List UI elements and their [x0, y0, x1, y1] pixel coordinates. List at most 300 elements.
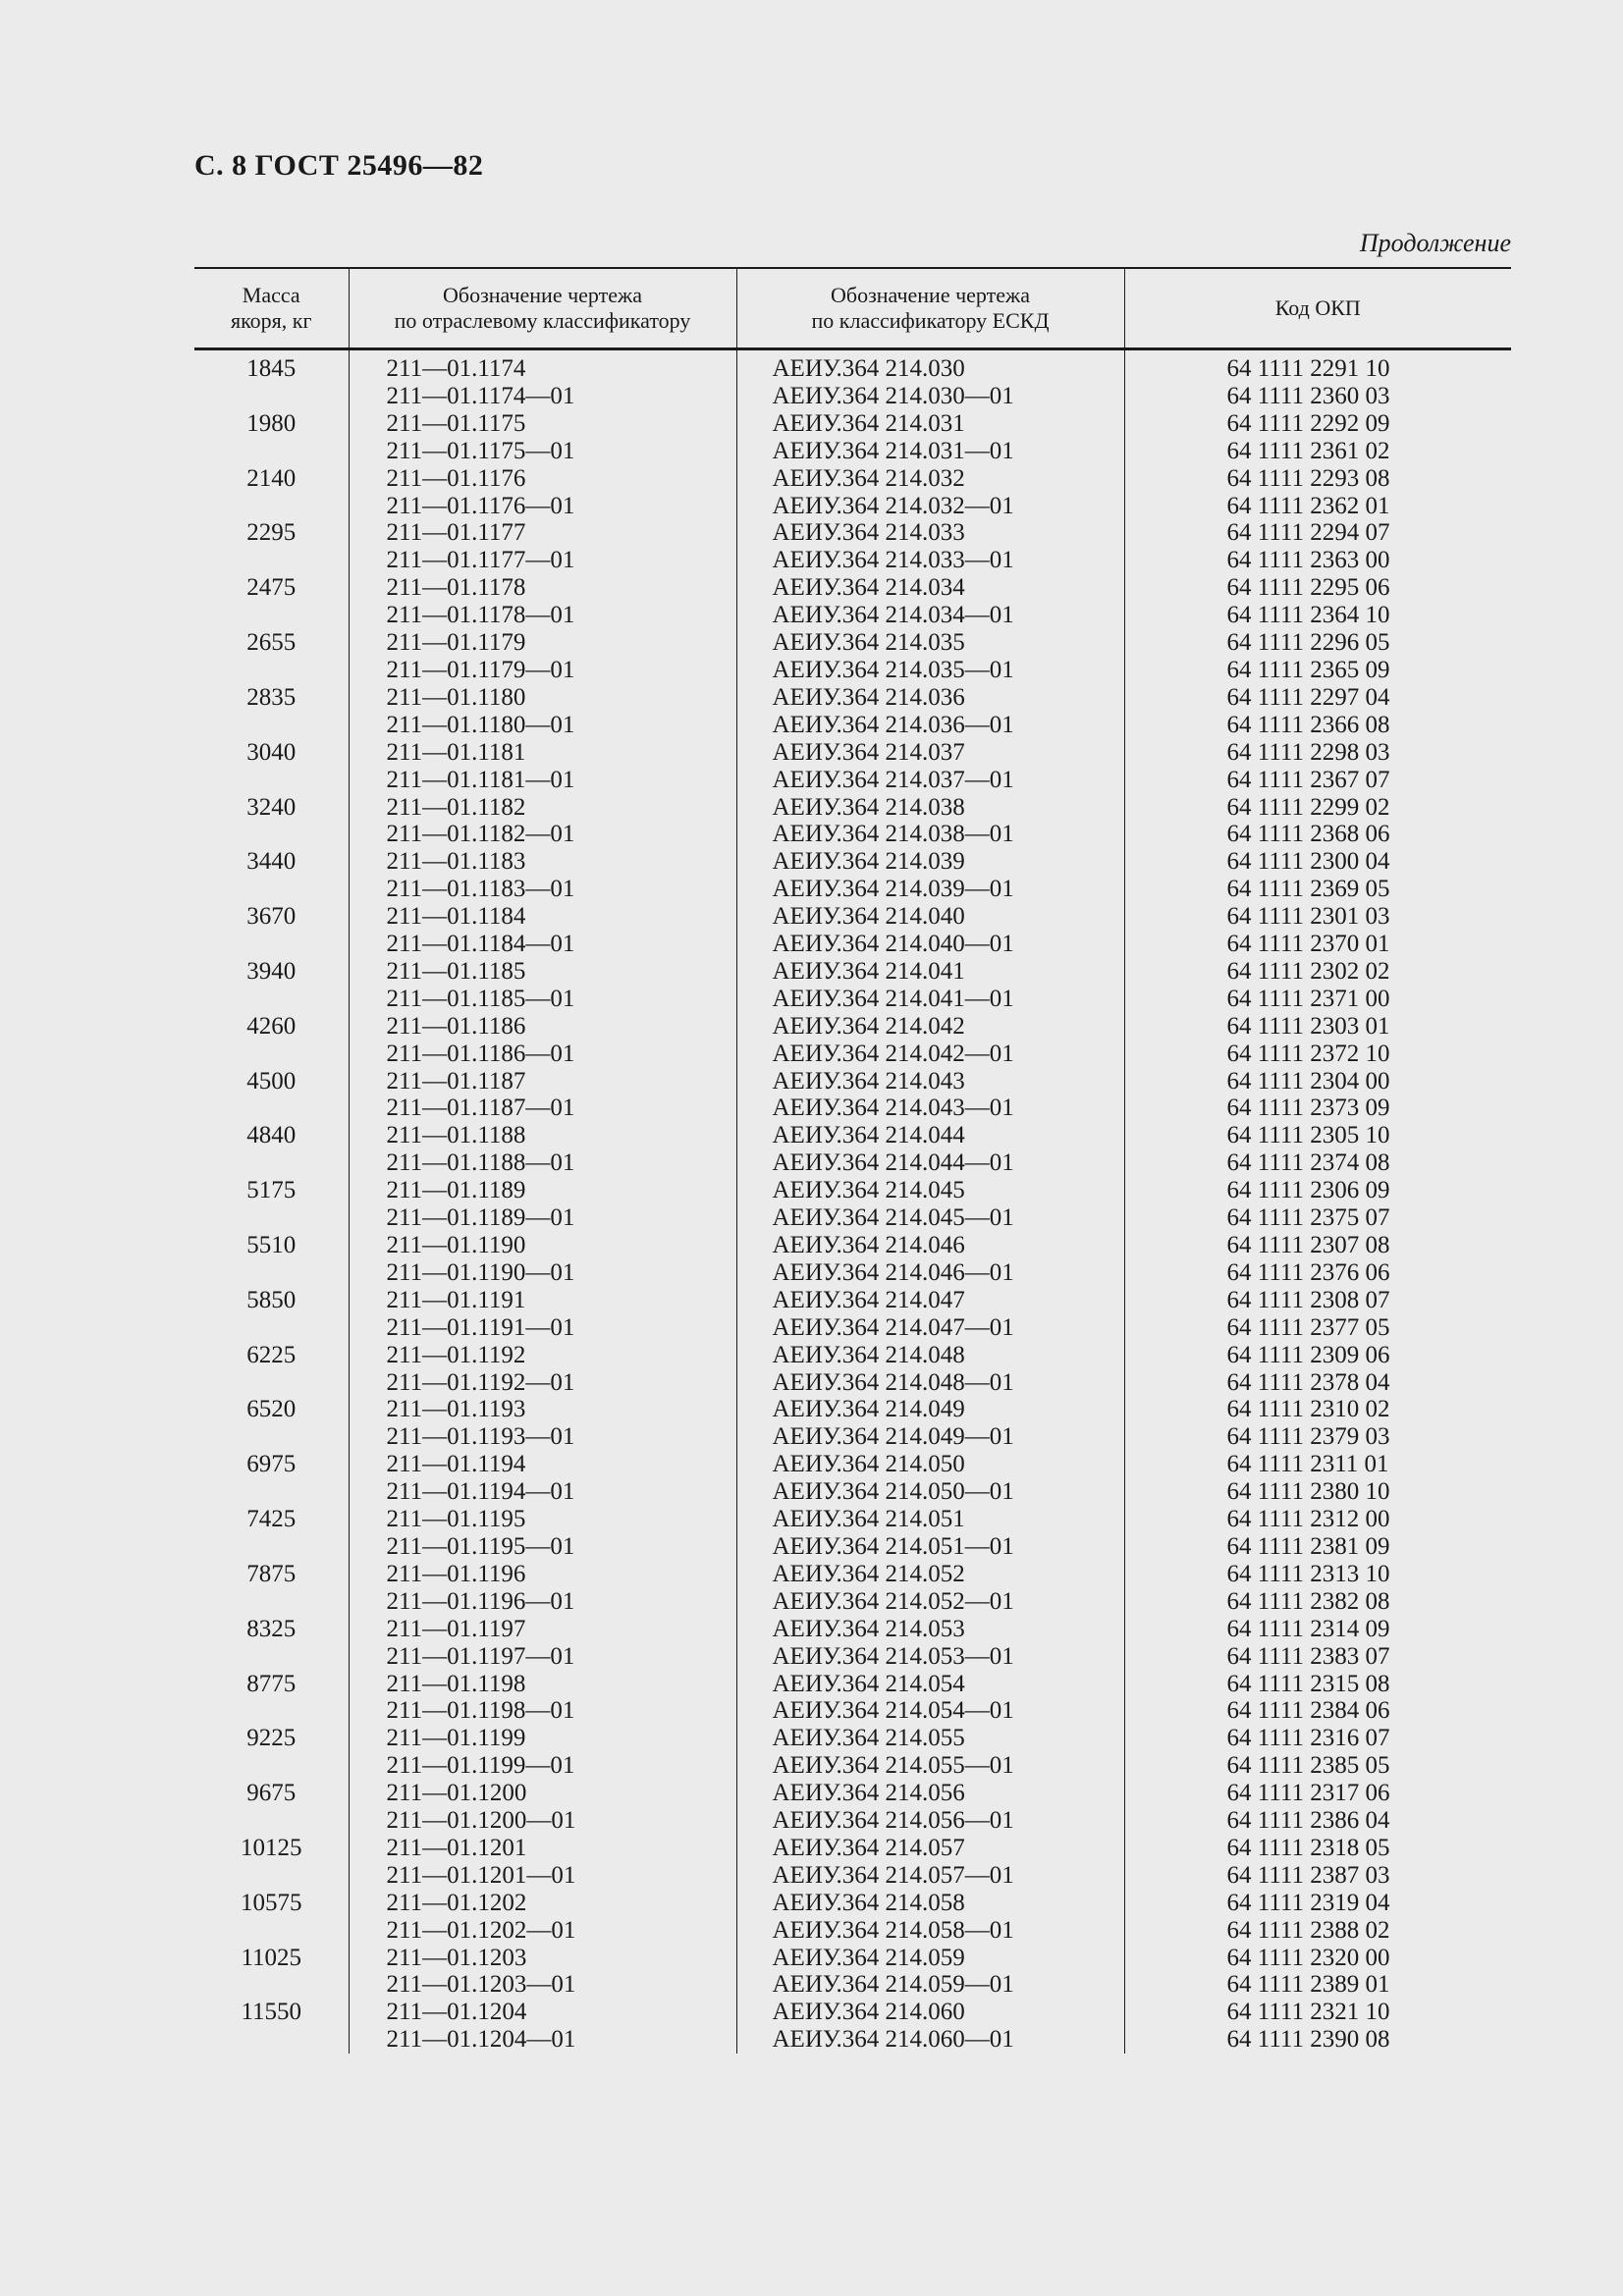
table-body: [194, 349, 1511, 2055]
cell-okp-code: 64 1111 2299 02: [1124, 794, 1511, 822]
table-row: [194, 1259, 1511, 1287]
cell-okp-code: 64 1111 2300 04: [1124, 848, 1511, 876]
cell-industry-drawing: 211—01.1199—01: [349, 1752, 736, 1780]
table-row: [194, 1506, 1511, 1533]
table-row: [194, 1890, 1511, 1917]
cell-okp-code: 64 1111 2377 05: [1124, 1314, 1511, 1342]
cell-okp-code: 64 1111 2383 07: [1124, 1643, 1511, 1671]
table-row: [194, 1369, 1511, 1397]
cell-eskd-drawing: АЕИУ.364 214.058—01: [736, 1917, 1124, 1945]
cell-anchor-mass: [194, 383, 349, 410]
header-line: Код ОКП: [1274, 295, 1361, 320]
table-row: [194, 2026, 1511, 2054]
cell-anchor-mass: [194, 1259, 349, 1287]
cell-okp-code: 64 1111 2314 09: [1124, 1616, 1511, 1643]
table-row: [194, 1807, 1511, 1835]
header-line: Обозначение чертежа: [831, 283, 1030, 307]
cell-industry-drawing: 211—01.1189: [349, 1177, 736, 1204]
cell-anchor-mass: 3240: [246, 793, 297, 821]
cell-eskd-drawing: АЕИУ.364 214.035—01: [736, 657, 1124, 684]
cell-eskd-drawing: АЕИУ.364 214.056: [736, 1780, 1124, 1807]
cell-okp-code: 64 1111 2360 03: [1124, 383, 1511, 410]
cell-anchor-mass: 2140: [246, 464, 297, 492]
cell-anchor-mass: [194, 876, 349, 903]
cell-anchor-mass: [194, 986, 349, 1013]
table-row: [194, 1780, 1511, 1807]
cell-eskd-drawing: АЕИУ.364 214.046: [736, 1232, 1124, 1259]
cell-industry-drawing: 211—01.1186—01: [349, 1041, 736, 1068]
cell-okp-code: 64 1111 2363 00: [1124, 547, 1511, 574]
cell-okp-code: 64 1111 2315 08: [1124, 1671, 1511, 1698]
cell-industry-drawing: 211—01.1188—01: [349, 1149, 736, 1177]
cell-anchor-mass: [194, 712, 349, 739]
table-row: [194, 349, 1511, 383]
cell-industry-drawing: 211—01.1191: [349, 1287, 736, 1314]
cell-industry-drawing: 211—01.1200—01: [349, 1807, 736, 1835]
table-row: [194, 876, 1511, 903]
cell-industry-drawing: 211—01.1183: [349, 848, 736, 876]
cell-industry-drawing: 211—01.1201—01: [349, 1862, 736, 1890]
cell-industry-drawing: 211—01.1192: [349, 1342, 736, 1369]
cell-anchor-mass: [194, 1917, 349, 1945]
cell-industry-drawing: 211—01.1182—01: [349, 821, 736, 848]
cell-okp-code: 64 1111 2301 03: [1124, 903, 1511, 931]
cell-industry-drawing: 211—01.1202—01: [349, 1917, 736, 1945]
table-row: [194, 848, 1511, 876]
cell-eskd-drawing: АЕИУ.364 214.040: [736, 903, 1124, 931]
table-row: [194, 1945, 1511, 1972]
cell-industry-drawing: 211—01.1178: [349, 574, 736, 602]
table-row: [194, 1396, 1511, 1423]
cell-eskd-drawing: АЕИУ.364 214.038: [736, 794, 1124, 822]
cell-anchor-mass: 5850: [246, 1286, 297, 1313]
cell-eskd-drawing: АЕИУ.364 214.057: [736, 1835, 1124, 1862]
cell-industry-drawing: 211—01.1193—01: [349, 1423, 736, 1451]
cell-anchor-mass: 7425: [246, 1506, 297, 1533]
cell-okp-code: 64 1111 2320 00: [1124, 1945, 1511, 1972]
table-row: [194, 986, 1511, 1013]
table-row: [194, 1314, 1511, 1342]
cell-industry-drawing: 211—01.1190—01: [349, 1259, 736, 1287]
table-row: [194, 1643, 1511, 1671]
cell-eskd-drawing: АЕИУ.364 214.060: [736, 1999, 1124, 2026]
header-anchor-mass: [194, 268, 349, 349]
table-row: [194, 1342, 1511, 1369]
cell-industry-drawing: 211—01.1174—01: [349, 383, 736, 410]
cell-okp-code: 64 1111 2311 01: [1124, 1451, 1511, 1478]
cell-anchor-mass: 8325: [246, 1615, 297, 1642]
cell-eskd-drawing: АЕИУ.364 214.041—01: [736, 986, 1124, 1013]
cell-eskd-drawing: АЕИУ.364 214.052: [736, 1561, 1124, 1588]
cell-eskd-drawing: АЕИУ.364 214.047: [736, 1287, 1124, 1314]
cell-okp-code: 64 1111 2389 01: [1124, 1971, 1511, 1999]
cell-okp-code: 64 1111 2366 08: [1124, 712, 1511, 739]
cell-anchor-mass: 3670: [246, 903, 297, 931]
table-row: [194, 519, 1511, 547]
cell-industry-drawing: 211—01.1189—01: [349, 1204, 736, 1232]
cell-eskd-drawing: АЕИУ.364 214.044—01: [736, 1149, 1124, 1177]
cell-industry-drawing: 211—01.1184: [349, 903, 736, 931]
cell-okp-code: 64 1111 2308 07: [1124, 1287, 1511, 1314]
table-row: [194, 958, 1511, 986]
cell-industry-drawing: 211—01.1197—01: [349, 1643, 736, 1671]
cell-eskd-drawing: АЕИУ.364 214.052—01: [736, 1588, 1124, 1616]
cell-okp-code: 64 1111 2375 07: [1124, 1204, 1511, 1232]
header-line: якоря, кг: [230, 308, 312, 333]
cell-anchor-mass: [194, 547, 349, 574]
table-row: [194, 1478, 1511, 1506]
cell-okp-code: 64 1111 2294 07: [1124, 519, 1511, 547]
cell-eskd-drawing: АЕИУ.364 214.051—01: [736, 1533, 1124, 1561]
cell-eskd-drawing: АЕИУ.364 214.042: [736, 1013, 1124, 1041]
table-row: [194, 1671, 1511, 1698]
cell-anchor-mass: 10125: [241, 1834, 302, 1861]
cell-eskd-drawing: АЕИУ.364 214.046—01: [736, 1259, 1124, 1287]
cell-anchor-mass: 6520: [246, 1396, 297, 1423]
cell-anchor-mass: [194, 1752, 349, 1780]
cell-industry-drawing: 211—01.1181—01: [349, 767, 736, 794]
cell-anchor-mass: 4500: [246, 1067, 297, 1095]
cell-eskd-drawing: АЕИУ.364 214.050: [736, 1451, 1124, 1478]
cell-industry-drawing: 211—01.1191—01: [349, 1314, 736, 1342]
cell-industry-drawing: 211—01.1187—01: [349, 1095, 736, 1122]
cell-okp-code: 64 1111 2297 04: [1124, 684, 1511, 712]
cell-anchor-mass: [194, 1807, 349, 1835]
cell-industry-drawing: 211—01.1204: [349, 1999, 736, 2026]
cell-anchor-mass: [194, 493, 349, 520]
table-row: [194, 1232, 1511, 1259]
cell-anchor-mass: [194, 1204, 349, 1232]
cell-industry-drawing: 211—01.1195—01: [349, 1533, 736, 1561]
cell-anchor-mass: 7875: [246, 1560, 297, 1587]
cell-eskd-drawing: АЕИУ.364 214.056—01: [736, 1807, 1124, 1835]
table-row: [194, 931, 1511, 958]
cell-okp-code: 64 1111 2310 02: [1124, 1396, 1511, 1423]
cell-industry-drawing: 211—01.1179: [349, 629, 736, 657]
cell-eskd-drawing: АЕИУ.364 214.060—01: [736, 2026, 1124, 2054]
table-row: [194, 1533, 1511, 1561]
table-row: [194, 794, 1511, 822]
table-row: [194, 712, 1511, 739]
table-row: [194, 1122, 1511, 1149]
cell-industry-drawing: 211—01.1197: [349, 1616, 736, 1643]
cell-eskd-drawing: АЕИУ.364 214.050—01: [736, 1478, 1124, 1506]
table-row: [194, 1204, 1511, 1232]
cell-eskd-drawing: АЕИУ.364 214.051: [736, 1506, 1124, 1533]
cell-industry-drawing: 211—01.1202: [349, 1890, 736, 1917]
cell-industry-drawing: 211—01.1180: [349, 684, 736, 712]
cell-anchor-mass: 4260: [246, 1012, 297, 1040]
cell-anchor-mass: 10575: [241, 1889, 302, 1916]
cell-eskd-drawing: АЕИУ.364 214.042—01: [736, 1041, 1124, 1068]
cell-eskd-drawing: АЕИУ.364 214.031: [736, 410, 1124, 438]
header-line: по отраслевому классификатору: [394, 308, 691, 333]
cell-anchor-mass: [194, 1643, 349, 1671]
table-row: [194, 1971, 1511, 1999]
cell-eskd-drawing: АЕИУ.364 214.032: [736, 465, 1124, 493]
table-row: [194, 1752, 1511, 1780]
cell-eskd-drawing: АЕИУ.364 214.059—01: [736, 1971, 1124, 1999]
header-industry-drawing: [349, 268, 736, 349]
cell-okp-code: 64 1111 2388 02: [1124, 1917, 1511, 1945]
table-row: [194, 465, 1511, 493]
cell-industry-drawing: 211—01.1194—01: [349, 1478, 736, 1506]
cell-industry-drawing: 211—01.1174: [349, 349, 736, 383]
cell-okp-code: 64 1111 2374 08: [1124, 1149, 1511, 1177]
cell-okp-code: 64 1111 2312 00: [1124, 1506, 1511, 1533]
cell-industry-drawing: 211—01.1176: [349, 465, 736, 493]
cell-industry-drawing: 211—01.1194: [349, 1451, 736, 1478]
cell-okp-code: 64 1111 2305 10: [1124, 1122, 1511, 1149]
cell-eskd-drawing: АЕИУ.364 214.043: [736, 1068, 1124, 1095]
cell-eskd-drawing: АЕИУ.364 214.057—01: [736, 1862, 1124, 1890]
table-row: [194, 1041, 1511, 1068]
table-row: [194, 767, 1511, 794]
cell-anchor-mass: 3040: [246, 738, 297, 766]
cell-anchor-mass: [194, 1423, 349, 1451]
table-row: [194, 821, 1511, 848]
cell-anchor-mass: 6975: [246, 1451, 297, 1478]
cell-okp-code: 64 1111 2384 06: [1124, 1697, 1511, 1725]
cell-eskd-drawing: АЕИУ.364 214.048: [736, 1342, 1124, 1369]
cell-eskd-drawing: АЕИУ.364 214.030: [736, 349, 1124, 383]
cell-industry-drawing: 211—01.1199: [349, 1725, 736, 1752]
table-row: [194, 383, 1511, 410]
cell-anchor-mass: [194, 1095, 349, 1122]
table-row: [194, 1862, 1511, 1890]
cell-eskd-drawing: АЕИУ.364 214.055—01: [736, 1752, 1124, 1780]
cell-industry-drawing: 211—01.1180—01: [349, 712, 736, 739]
cell-eskd-drawing: АЕИУ.364 214.033—01: [736, 547, 1124, 574]
cell-anchor-mass: 11550: [241, 1999, 302, 2026]
cell-okp-code: 64 1111 2369 05: [1124, 876, 1511, 903]
cell-anchor-mass: 9225: [246, 1725, 297, 1752]
cell-anchor-mass: 9675: [246, 1780, 297, 1807]
cell-anchor-mass: 2295: [246, 519, 297, 547]
table-row: [194, 903, 1511, 931]
cell-eskd-drawing: АЕИУ.364 214.055: [736, 1725, 1124, 1752]
cell-okp-code: 64 1111 2293 08: [1124, 465, 1511, 493]
cell-okp-code: 64 1111 2303 01: [1124, 1013, 1511, 1041]
cell-okp-code: 64 1111 2379 03: [1124, 1423, 1511, 1451]
cell-okp-code: 64 1111 2292 09: [1124, 410, 1511, 438]
specification-table: [194, 267, 1511, 2054]
cell-industry-drawing: 211—01.1184—01: [349, 931, 736, 958]
cell-eskd-drawing: АЕИУ.364 214.032—01: [736, 493, 1124, 520]
cell-industry-drawing: 211—01.1198—01: [349, 1697, 736, 1725]
table-row: [194, 657, 1511, 684]
table-row: [194, 684, 1511, 712]
cell-anchor-mass: [194, 1971, 349, 1999]
cell-industry-drawing: 211—01.1177—01: [349, 547, 736, 574]
table-row: [194, 1451, 1511, 1478]
cell-eskd-drawing: АЕИУ.364 214.037—01: [736, 767, 1124, 794]
cell-okp-code: 64 1111 2376 06: [1124, 1259, 1511, 1287]
cell-eskd-drawing: АЕИУ.364 214.043—01: [736, 1095, 1124, 1122]
cell-okp-code: 64 1111 2382 08: [1124, 1588, 1511, 1616]
cell-okp-code: 64 1111 2319 04: [1124, 1890, 1511, 1917]
table-row: [194, 739, 1511, 767]
cell-anchor-mass: [194, 1314, 349, 1342]
cell-anchor-mass: [194, 1149, 349, 1177]
cell-okp-code: 64 1111 2318 05: [1124, 1835, 1511, 1862]
cell-okp-code: 64 1111 2298 03: [1124, 739, 1511, 767]
cell-okp-code: 64 1111 2387 03: [1124, 1862, 1511, 1890]
table-row: [194, 1095, 1511, 1122]
cell-industry-drawing: 211—01.1204—01: [349, 2026, 736, 2054]
cell-okp-code: 64 1111 2370 01: [1124, 931, 1511, 958]
cell-anchor-mass: [194, 1478, 349, 1506]
table-row: [194, 1149, 1511, 1177]
cell-anchor-mass: 2655: [246, 629, 297, 657]
cell-anchor-mass: 2835: [246, 683, 297, 711]
table-row: [194, 602, 1511, 629]
cell-industry-drawing: 211—01.1203—01: [349, 1971, 736, 1999]
cell-industry-drawing: 211—01.1200: [349, 1780, 736, 1807]
cell-anchor-mass: [194, 1533, 349, 1561]
cell-eskd-drawing: АЕИУ.364 214.036: [736, 684, 1124, 712]
cell-anchor-mass: [194, 1862, 349, 1890]
table-header-row: [194, 268, 1511, 349]
cell-okp-code: 64 1111 2372 10: [1124, 1041, 1511, 1068]
cell-eskd-drawing: АЕИУ.364 214.053: [736, 1616, 1124, 1643]
table-row: [194, 1177, 1511, 1204]
cell-industry-drawing: 211—01.1203: [349, 1945, 736, 1972]
cell-anchor-mass: 11025: [241, 1944, 302, 1971]
cell-industry-drawing: 211—01.1185: [349, 958, 736, 986]
cell-eskd-drawing: АЕИУ.364 214.058: [736, 1890, 1124, 1917]
cell-anchor-mass: 5175: [246, 1177, 297, 1204]
cell-eskd-drawing: АЕИУ.364 214.044: [736, 1122, 1124, 1149]
cell-eskd-drawing: АЕИУ.364 214.045: [736, 1177, 1124, 1204]
cell-okp-code: 64 1111 2316 07: [1124, 1725, 1511, 1752]
cell-okp-code: 64 1111 2309 06: [1124, 1342, 1511, 1369]
cell-industry-drawing: 211—01.1186: [349, 1013, 736, 1041]
cell-industry-drawing: 211—01.1179—01: [349, 657, 736, 684]
cell-eskd-drawing: АЕИУ.364 214.031—01: [736, 438, 1124, 465]
cell-eskd-drawing: АЕИУ.364 214.049: [736, 1396, 1124, 1423]
cell-eskd-drawing: АЕИУ.364 214.039: [736, 848, 1124, 876]
cell-anchor-mass: [194, 2026, 349, 2054]
cell-industry-drawing: 211—01.1192—01: [349, 1369, 736, 1397]
page-header: С. 8 ГОСТ 25496—82: [194, 149, 484, 182]
cell-industry-drawing: 211—01.1183—01: [349, 876, 736, 903]
table-row: [194, 1835, 1511, 1862]
table-row: [194, 1697, 1511, 1725]
cell-okp-code: 64 1111 2385 05: [1124, 1752, 1511, 1780]
cell-industry-drawing: 211—01.1195: [349, 1506, 736, 1533]
cell-industry-drawing: 211—01.1181: [349, 739, 736, 767]
cell-industry-drawing: 211—01.1198: [349, 1671, 736, 1698]
cell-okp-code: 64 1111 2381 09: [1124, 1533, 1511, 1561]
cell-anchor-mass: [194, 1588, 349, 1616]
cell-okp-code: 64 1111 2313 10: [1124, 1561, 1511, 1588]
cell-anchor-mass: [194, 767, 349, 794]
table-row: [194, 410, 1511, 438]
table-row: [194, 1917, 1511, 1945]
cell-industry-drawing: 211—01.1178—01: [349, 602, 736, 629]
table-row: [194, 1616, 1511, 1643]
cell-eskd-drawing: АЕИУ.364 214.054: [736, 1671, 1124, 1698]
cell-okp-code: 64 1111 2386 04: [1124, 1807, 1511, 1835]
cell-okp-code: 64 1111 2378 04: [1124, 1369, 1511, 1397]
cell-eskd-drawing: АЕИУ.364 214.033: [736, 519, 1124, 547]
cell-eskd-drawing: АЕИУ.364 214.049—01: [736, 1423, 1124, 1451]
header-okp-code: [1124, 268, 1511, 349]
cell-anchor-mass: [194, 1369, 349, 1397]
table-row: [194, 1068, 1511, 1095]
cell-anchor-mass: 3940: [246, 957, 297, 985]
cell-anchor-mass: [194, 602, 349, 629]
cell-eskd-drawing: АЕИУ.364 214.036—01: [736, 712, 1124, 739]
cell-eskd-drawing: АЕИУ.364 214.048—01: [736, 1369, 1124, 1397]
cell-anchor-mass: 6225: [246, 1341, 297, 1368]
cell-eskd-drawing: АЕИУ.364 214.040—01: [736, 931, 1124, 958]
table-row: [194, 1423, 1511, 1451]
table-row: [194, 1588, 1511, 1616]
table-row: [194, 1013, 1511, 1041]
cell-industry-drawing: 211—01.1177: [349, 519, 736, 547]
cell-industry-drawing: 211—01.1176—01: [349, 493, 736, 520]
cell-okp-code: 64 1111 2321 10: [1124, 1999, 1511, 2026]
cell-eskd-drawing: АЕИУ.364 214.054—01: [736, 1697, 1124, 1725]
cell-anchor-mass: [194, 931, 349, 958]
cell-eskd-drawing: АЕИУ.364 214.030—01: [736, 383, 1124, 410]
table-row: [194, 1561, 1511, 1588]
header-line: Обозначение чертежа: [443, 283, 642, 307]
cell-okp-code: 64 1111 2362 01: [1124, 493, 1511, 520]
cell-anchor-mass: [194, 1697, 349, 1725]
cell-okp-code: 64 1111 2365 09: [1124, 657, 1511, 684]
cell-okp-code: 64 1111 2306 09: [1124, 1177, 1511, 1204]
table-row: [194, 574, 1511, 602]
table-row: [194, 629, 1511, 657]
cell-okp-code: 64 1111 2364 10: [1124, 602, 1511, 629]
cell-okp-code: 64 1111 2367 07: [1124, 767, 1511, 794]
table-row: [194, 493, 1511, 520]
cell-okp-code: 64 1111 2296 05: [1124, 629, 1511, 657]
cell-anchor-mass: 5510: [246, 1232, 297, 1258]
cell-eskd-drawing: АЕИУ.364 214.034—01: [736, 602, 1124, 629]
cell-okp-code: 64 1111 2291 10: [1124, 349, 1511, 383]
cell-anchor-mass: [194, 1041, 349, 1068]
cell-okp-code: 64 1111 2307 08: [1124, 1232, 1511, 1259]
cell-eskd-drawing: АЕИУ.364 214.037: [736, 739, 1124, 767]
cell-okp-code: 64 1111 2317 06: [1124, 1780, 1511, 1807]
cell-industry-drawing: 211—01.1193: [349, 1396, 736, 1423]
cell-okp-code: 64 1111 2371 00: [1124, 986, 1511, 1013]
cell-eskd-drawing: АЕИУ.364 214.039—01: [736, 876, 1124, 903]
cell-eskd-drawing: АЕИУ.364 214.047—01: [736, 1314, 1124, 1342]
cell-eskd-drawing: АЕИУ.364 214.038—01: [736, 821, 1124, 848]
cell-industry-drawing: 211—01.1190: [349, 1232, 736, 1259]
header-line: Масса: [242, 283, 300, 307]
cell-industry-drawing: 211—01.1196: [349, 1561, 736, 1588]
cell-anchor-mass: [194, 438, 349, 465]
cell-eskd-drawing: АЕИУ.364 214.045—01: [736, 1204, 1124, 1232]
table-row: [194, 438, 1511, 465]
cell-industry-drawing: 211—01.1175: [349, 410, 736, 438]
cell-industry-drawing: 211—01.1188: [349, 1122, 736, 1149]
cell-anchor-mass: 8775: [246, 1670, 297, 1697]
cell-okp-code: 64 1111 2361 02: [1124, 438, 1511, 465]
cell-industry-drawing: 211—01.1182: [349, 794, 736, 822]
cell-industry-drawing: 211—01.1185—01: [349, 986, 736, 1013]
cell-industry-drawing: 211—01.1201: [349, 1835, 736, 1862]
cell-eskd-drawing: АЕИУ.364 214.059: [736, 1945, 1124, 1972]
table-row: [194, 547, 1511, 574]
header-eskd-drawing: [736, 268, 1124, 349]
